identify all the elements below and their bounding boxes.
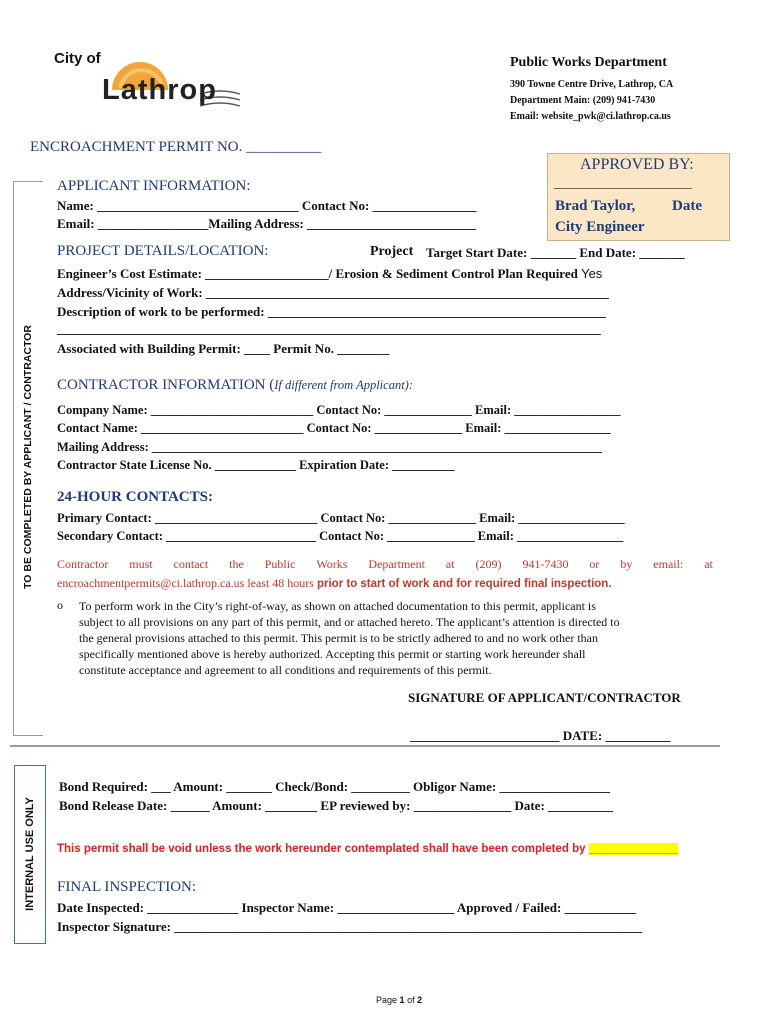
contractor-heading xyxy=(57,377,413,394)
address-line[interactable]: Address/Vicinity of Work: ______________________________________________________________ xyxy=(57,285,609,300)
provisions-line: the general provisions attached to this permit. This permit is to be strictly adhered to and no work other than xyxy=(79,631,598,645)
notice-word: by xyxy=(620,557,633,571)
logo-name: Lathrop xyxy=(102,74,217,106)
notice-word: email: xyxy=(653,557,684,571)
contact-name-line[interactable]: Contact Name: __________________________ Contact No: ______________ Email: _________________ xyxy=(57,421,611,435)
provisions-line: To perform work in the City’s right-of-way, as shown on attached documentation to this permit, applicant is xyxy=(79,599,596,613)
notice-word: 941-7430 xyxy=(522,557,569,571)
contacts-heading: 24-HOUR CONTACTS: xyxy=(57,489,213,505)
notice-word: at xyxy=(445,557,455,571)
project-heading: PROJECT DETAILS/LOCATION: xyxy=(57,243,269,259)
applicant-side-text: TO BE COMPLETED BY APPLICANT / CONTRACTOR xyxy=(22,325,34,589)
notice-word: (209) xyxy=(475,557,502,571)
description-line[interactable]: Description of work to be performed: ____________________________________________________ xyxy=(57,304,606,319)
page-total: 2 xyxy=(417,995,423,1005)
notice-bold-text: prior to start of work and for required final inspection. xyxy=(316,578,612,590)
applicant-heading: APPLICANT INFORMATION: xyxy=(57,178,251,194)
contractor-mailing-line[interactable]: Mailing Address: ________________________________________________________________________ xyxy=(57,440,602,454)
applicant-name-line[interactable]: Name: _______________________________ Contact No: ________________ xyxy=(57,198,477,213)
permit-title: ENCROACHMENT PERMIT NO. __________ xyxy=(30,139,322,155)
applicant-email-line[interactable]: Email: _________________Mailing Address: __________________________ xyxy=(57,216,477,231)
section-divider xyxy=(10,745,720,747)
void-notice xyxy=(57,843,678,855)
provisions-line: subject to all provisions on any part of this permit, and or attached hereto. The applicant’s attention is directed to xyxy=(79,615,620,629)
provisions-block xyxy=(79,598,709,678)
building-permit-line[interactable]: Associated with Building Permit: ____ Permit No. ________ xyxy=(57,341,390,356)
secondary-contact-line[interactable]: Secondary Contact: ________________________ Contact No: ______________ Email: _________________ xyxy=(57,529,624,543)
signature-date-line[interactable]: _______________________ DATE: __________ xyxy=(410,728,671,743)
page-of-label: of xyxy=(407,995,415,1005)
void-completion-blank[interactable]: ______________ xyxy=(588,843,679,855)
city-logo xyxy=(50,48,250,118)
department-name: Public Works Department xyxy=(510,55,667,70)
approved-date-label: Date xyxy=(672,198,702,214)
internal-side-label xyxy=(15,766,45,943)
notice-word: Department xyxy=(368,557,425,571)
department-phone: Department Main: (209) 941-7430 xyxy=(510,95,656,106)
notice-email-link[interactable]: encroachmentpermits@ci.lathrop.ca.us least 48 hours xyxy=(57,576,314,590)
notice-word: must xyxy=(129,557,153,571)
cost-estimate-text: Engineer’s Cost Estimate: ___________________/ Erosion & Sediment Control Plan Required xyxy=(57,266,578,281)
contractor-heading-text: CONTRACTOR INFORMATION ( xyxy=(57,377,275,393)
final-inspection-heading: FINAL INSPECTION: xyxy=(57,879,197,895)
approved-role: City Engineer xyxy=(555,219,645,235)
approved-signature-line: _______________________ xyxy=(554,176,692,190)
description-blank-line[interactable]: _______________________________________________________________________________________ xyxy=(57,322,601,336)
date-inspected-line[interactable]: Date Inspected: ______________ Inspector Name: __________________ Approved / Failed: ___________ xyxy=(57,900,637,915)
notice-line-2 xyxy=(57,576,612,591)
project-target-dates[interactable]: Target Start Date: _______ End Date: _______ xyxy=(426,245,685,260)
page-label: Page xyxy=(376,995,398,1005)
notice-line-1 xyxy=(57,557,713,572)
primary-contact-line[interactable]: Primary Contact: __________________________ Contact No: ______________ Email: _________________ xyxy=(57,511,625,525)
license-line[interactable]: Contractor State License No. _____________ Expiration Date: __________ xyxy=(57,458,455,472)
provisions-line: constitute acceptance and agreement to all conditions and requirements of this permit. xyxy=(79,663,492,677)
signature-label: SIGNATURE OF APPLICANT/CONTRACTOR xyxy=(408,690,681,705)
notice-word: or xyxy=(589,557,600,571)
provisions-bullet: o xyxy=(57,598,63,612)
cost-estimate-line[interactable] xyxy=(57,266,602,282)
erosion-answer: Yes xyxy=(581,266,603,281)
department-email: Email: website_pwk@ci.lathrop.ca.us xyxy=(510,111,671,122)
provisions-line: specifically mentioned above is hereby authorized. Accepting this permit or starting work hereunder shall xyxy=(79,647,586,661)
void-notice-text: This permit shall be void unless the work hereunder contemplated shall have been completed by xyxy=(57,843,586,855)
page-number: 1 xyxy=(399,995,405,1005)
logo-city-of: City of xyxy=(54,50,101,67)
company-name-line[interactable]: Company Name: __________________________ Contact No: ______________ Email: _________________ xyxy=(57,403,621,417)
notice-word: Works xyxy=(316,557,348,571)
notice-word: contact xyxy=(173,557,209,571)
notice-word: Public xyxy=(264,557,296,571)
notice-word: Contractor xyxy=(57,557,109,571)
department-address: 390 Towne Centre Drive, Lathrop, CA xyxy=(510,79,674,90)
approved-box xyxy=(547,153,730,241)
project-target-label: Project xyxy=(370,244,414,259)
applicant-side-label xyxy=(14,182,42,733)
contractor-heading-note: If different from Applicant): xyxy=(274,378,414,392)
notice-word: at xyxy=(704,557,713,571)
notice-word: the xyxy=(229,557,244,571)
internal-side-text: INTERNAL USE ONLY xyxy=(24,797,36,911)
bond-required-line[interactable]: Bond Required: ___ Amount: _______ Check/Bond: _________ Obligor Name: _________________ xyxy=(59,779,610,794)
bond-release-line[interactable]: Bond Release Date: ______ Amount: ________ EP reviewed by: _______________ Date: __________ xyxy=(59,798,614,813)
inspector-signature-line[interactable]: Inspector Signature: ________________________________________________________________________ xyxy=(57,919,643,934)
approved-title: APPROVED BY: xyxy=(580,156,694,173)
page-footer xyxy=(376,995,422,1005)
approved-name: Brad Taylor, xyxy=(555,198,636,214)
